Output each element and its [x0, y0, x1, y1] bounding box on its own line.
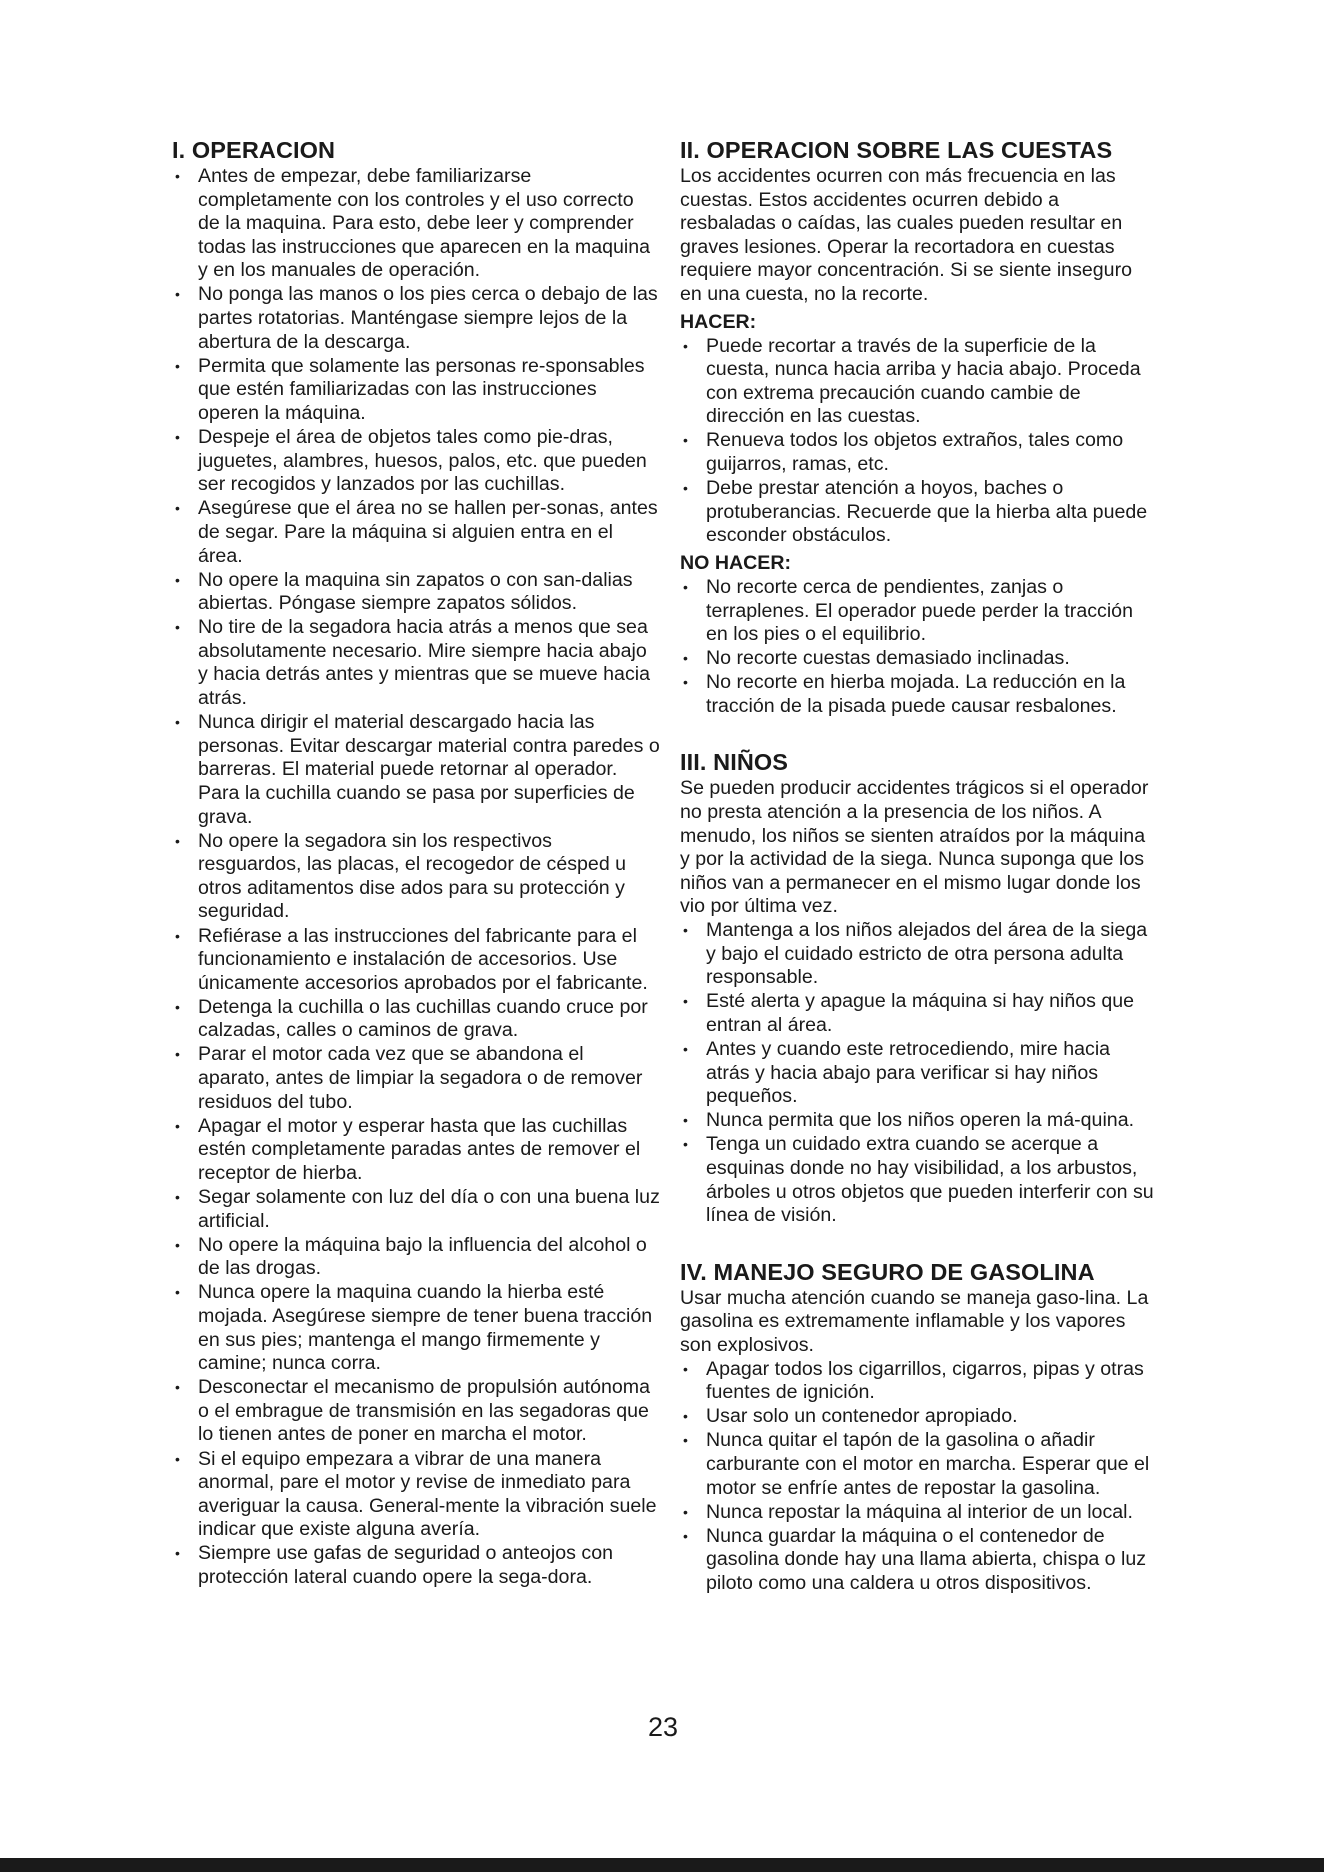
- list-item: • No recorte en hierba mojada. La reducción en la tracción de la pisada puede causar resbalones.: [680, 671, 1154, 718]
- section-title-cuestas: II. OPERACION SOBRE LAS CUESTAS: [680, 137, 1113, 163]
- list-item: • No opere la maquina sin zapatos o con san-dalias abiertas. Póngase siempre zapatos sólidos.: [172, 569, 660, 616]
- gasolina-intro: Usar mucha atención cuando se maneja gaso-lina. La gasolina es extremamente inflamable y los vapores son explosivos.: [680, 1286, 1149, 1356]
- list-item: • No tire de la segadora hacia atrás a menos que sea absolutamente necesario. Mire siempre hacia abajo y hacia detrás antes y mientras que se mueve hacia atrás.: [172, 616, 660, 710]
- list-item: • Tenga un cuidado extra cuando se acerque a esquinas donde no hay visibilidad, a los arbustos, árboles u otros objetos que pueden interferir con su línea de visión.: [680, 1133, 1154, 1227]
- ninos-intro: Se pueden producir accidentes trágicos si el operador no presta atención a la presencia de los niños. A menudo, los niños se sienten atraídos por la máquina y por la actividad de la siega. Nunca suponga que los niños van a permanecer en el mismo lugar donde los vio por última vez.: [680, 777, 1149, 918]
- list-item: • Si el equipo empezara a vibrar de una manera anormal, pare el motor y revise de inmediato para averiguar la causa. General-mente la vibración suele indicar que existe alguna avería.: [172, 1448, 660, 1542]
- list-item: • Renueva todos los objetos extraños, tales como guijarros, ramas, etc.: [680, 429, 1154, 476]
- bottom-rule: [0, 1858, 1324, 1872]
- dont-list: [680, 576, 1154, 719]
- list-item: • Usar solo un contenedor apropiado.: [680, 1405, 1154, 1429]
- list-item: • Nunca opere la maquina cuando la hierba esté mojada. Asegúrese siempre de tener buena tracción en sus pies; mantenga el mango firmemente y camine; nunca corra.: [172, 1281, 660, 1375]
- list-item: • Nunca repostar la máquina al interior de un local.: [680, 1501, 1154, 1525]
- list-item: • Parar el motor cada vez que se abandona el aparato, antes de limpiar la segadora o de remover residuos del tubo.: [172, 1043, 660, 1114]
- list-item: • Apagar el motor y esperar hasta que las cuchillas estén completamente paradas antes de remover el receptor de hierba.: [172, 1115, 660, 1186]
- list-item: • Detenga la cuchilla o las cuchillas cuando cruce por calzadas, calles o caminos de grava.: [172, 996, 660, 1043]
- list-item: • Mantenga a los niños alejados del área de la siega y bajo el cuidado estricto de otra persona adulta responsable.: [680, 919, 1154, 990]
- list-item: • Nunca permita que los niños operen la má-quina.: [680, 1109, 1154, 1133]
- list-item: • Permita que solamente las personas re-sponsables que estén familiarizadas con las instrucciones operen la máquina.: [172, 355, 660, 426]
- section-title-gasolina: IV. MANEJO SEGURO DE GASOLINA: [680, 1258, 1095, 1285]
- list-item: • No opere la segadora sin los respectivos resguardos, las placas, el recogedor de césped u otros aditamentos dise ados para su protección y seguridad.: [172, 830, 660, 924]
- do-list: [680, 335, 1154, 548]
- section-title-ninos: III. NIÑOS: [680, 749, 789, 776]
- list-item: • Apagar todos los cigarrillos, cigarros, pipas y otras fuentes de ignición.: [680, 1358, 1154, 1405]
- list-item: • No ponga las manos o los pies cerca o debajo de las partes rotatorias. Manténgase siempre lejos de la abertura de la descarga.: [172, 283, 660, 354]
- list-item: • Despeje el área de objetos tales como pie-dras, juguetes, alambres, huesos, palos, etc. que pueden ser recogidos y lanzados por las cuchillas.: [172, 426, 660, 497]
- list-item: • Segar solamente con luz del día o con una buena luz artificial.: [172, 1186, 660, 1233]
- list-item: • Esté alerta y apague la máquina si hay niños que entran al área.: [680, 990, 1154, 1037]
- list-item: • Puede recortar a través de la superficie de la cuesta, nunca hacia arriba y hacia abajo. Proceda con extrema precaución cuando cambie de dirección en las cuestas.: [680, 335, 1154, 429]
- ninos-list: [680, 919, 1154, 1228]
- list-item: • Refiérase a las instrucciones del fabricante para el funcionamiento e instalación de accesorios. Use únicamente accesorios aprobados por el fabricante.: [172, 925, 660, 996]
- list-item: • Nunca quitar el tapón de la gasolina o añadir carburante con el motor en marcha. Esperar que el motor se enfríe antes de repostar la gasolina.: [680, 1429, 1154, 1500]
- section-title-operacion: I. OPERACION: [172, 137, 336, 163]
- list-item: • Desconectar el mecanismo de propulsión autónoma o el embrague de transmisión en las segadoras que lo tienen antes de poner en marcha el motor.: [172, 1376, 660, 1447]
- right-column: [680, 136, 1154, 1596]
- list-item: • Nunca dirigir el material descargado hacia las personas. Evitar descargar material contra paredes o barreras. El material puede retornar al operador. Para la cuchilla cuando se pasa por superficies de grava.: [172, 711, 660, 829]
- list-item: • Nunca guardar la máquina o el contenedor de gasolina donde hay una llama abierta, chispa o luz piloto como una caldera u otros dispositivos.: [680, 1525, 1154, 1596]
- list-item: • Debe prestar atención a hoyos, baches o protuberancias. Recuerde que la hierba alta puede esconder obstáculos.: [680, 477, 1154, 548]
- gasolina-list: [680, 1358, 1154, 1596]
- left-column: [172, 136, 660, 1590]
- list-item: • Antes y cuando este retrocediendo, mire hacia atrás y hacia abajo para verificar si hay niños pequeños.: [680, 1038, 1154, 1109]
- list-item: • Asegúrese que el área no se hallen per-sonas, antes de segar. Pare la máquina si alguien entra en el área.: [172, 497, 660, 568]
- list-item: • No recorte cuestas demasiado inclinadas.: [680, 647, 1154, 671]
- list-item: • No opere la máquina bajo la influencia del alcohol o de las drogas.: [172, 1234, 660, 1281]
- do-heading: HACER:: [680, 310, 757, 333]
- cuestas-intro: Los accidentes ocurren con más frecuencia en las cuestas. Estos accidentes ocurren debido a resbaladas o caídas, las cuales pueden resultar en graves lesiones. Operar la recortadora en cuestas requiere mayor concentración. Si se siente inseguro en una cuesta, no la recorte.: [680, 165, 1132, 305]
- dont-heading: NO HACER:: [680, 551, 792, 574]
- list-item: • No recorte cerca de pendientes, zanjas o terraplenes. El operador puede perder la tracción en los pies o el equilibrio.: [680, 576, 1154, 647]
- page-number: 23: [648, 1712, 679, 1742]
- list-item: • Siempre use gafas de seguridad o anteojos con protección lateral cuando opere la sega-dora.: [172, 1542, 660, 1589]
- operacion-list: [172, 165, 660, 1590]
- list-item: • Antes de empezar, debe familiarizarse completamente con los controles y el uso correcto de la maquina. Para esto, debe leer y comprender todas las instrucciones que aparecen en la maquina y en los manuales de operación.: [172, 165, 660, 283]
